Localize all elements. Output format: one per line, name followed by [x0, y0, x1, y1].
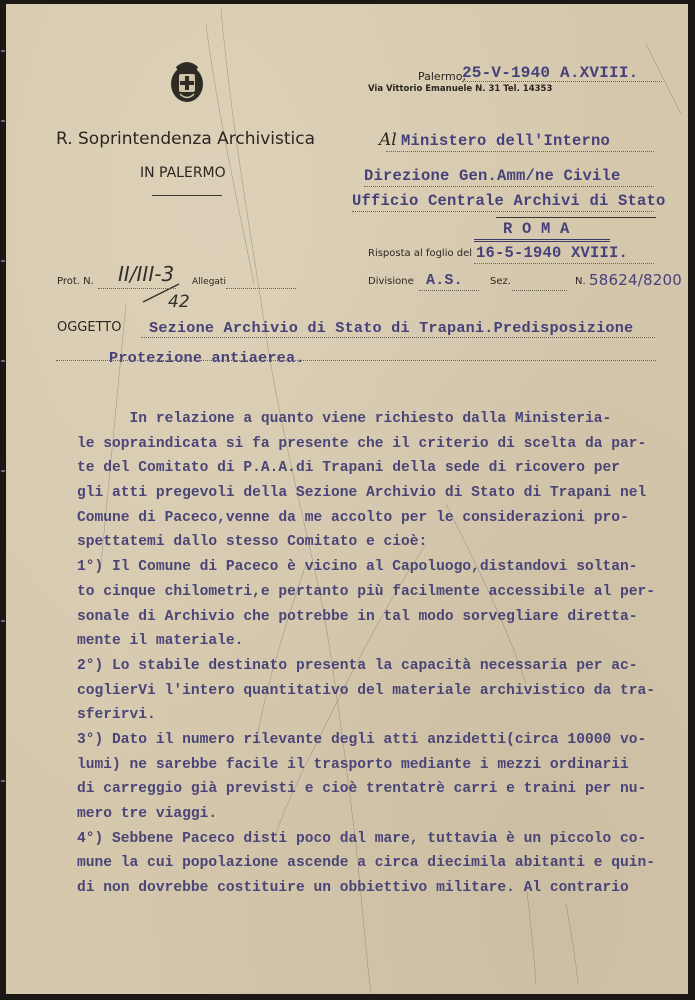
body-line: In relazione a quanto viene richiesto dalla Ministeria-	[77, 411, 612, 427]
body-line: di carreggio già previsti e cioè trentatrè carri e traini per nu-	[77, 781, 647, 798]
number-label: N.	[575, 276, 586, 287]
body-line: sferirvi.	[77, 707, 156, 724]
recipient-office: Ufficio Centrale Archivi di Stato	[352, 192, 666, 210]
protocol-slash-mark	[141, 282, 181, 304]
subject-label: OGGETTO	[57, 320, 122, 335]
division-value: A.S.	[426, 272, 463, 289]
recipient-line-3	[352, 211, 654, 212]
reply-line	[474, 263, 654, 264]
body-line: to cinque chilometri,e pertanto più facilmente accessibile al per-	[77, 583, 656, 600]
reply-label: Risposta al foglio del	[368, 248, 473, 259]
body-line: mente il materiale.	[77, 633, 244, 650]
city-underline	[474, 239, 610, 242]
office-address: Via Vittorio Emanuele N. 31 Tel. 14353	[368, 84, 553, 94]
recipient-city: R O M A	[503, 220, 570, 238]
letterhead-divider	[152, 195, 222, 196]
subject-line-2: Protezione antiaerea.	[109, 349, 305, 367]
body-line: di non dovrebbe costituire un obbiettivo militare. Al contrario	[77, 880, 629, 897]
division-line	[419, 290, 479, 291]
body-line: le sopraindicata si fa presente che il criterio di scelta da par-	[77, 435, 647, 452]
recipient-directorate: Direzione Gen.Amm/ne Civile	[364, 167, 621, 185]
savoy-crest-icon	[168, 57, 206, 107]
body-line: 2°) Lo stabile destinato presenta la capacità necessaria per ac-	[77, 657, 638, 674]
letter-body	[77, 407, 687, 901]
division-label: Divisione	[368, 276, 414, 287]
attachments-label: Allegati	[192, 277, 226, 287]
date-line	[462, 81, 662, 82]
protocol-handwritten: II/III-3	[118, 262, 175, 286]
body-line: sonale di Archivio che potrebbe in tal modo sorvegliare diretta-	[77, 608, 638, 625]
protocol-line	[98, 288, 176, 289]
body-line: spettatemi dallo stesso Comitato e cioè:	[77, 534, 428, 551]
body-line: mero tre viaggi.	[77, 806, 218, 822]
body-line: 1°) Il Comune di Paceco è vicino al Capoluogo,distandovi soltan-	[77, 559, 638, 576]
body-line: Comune di Paceco,venne da me accolto per le considerazioni pro-	[77, 509, 629, 526]
office-city: IN PALERMO	[140, 165, 226, 181]
section-label: Sez.	[490, 276, 511, 287]
body-line: 3°) Dato il numero rilevante degli atti anzidetti(circa 10000 vo-	[77, 731, 647, 748]
number-value: 58624/8200	[589, 271, 682, 289]
city-top-rule	[496, 217, 656, 218]
body-line: lumi) ne sarebbe facile il trasporto mediante i mezzi ordinarii	[77, 756, 629, 773]
body-line: coglierVi l'intero quantitativo del materiale archivistico da tra-	[77, 682, 656, 699]
document-page	[6, 4, 688, 994]
binding-edge-marks	[0, 0, 6, 1000]
office-name: R. Soprintendenza Archivistica	[56, 129, 316, 149]
recipient-line-2	[364, 186, 654, 187]
body-line: 4°) Sebbene Paceco disti poco dal mare, tuttavia è un piccolo co-	[77, 830, 647, 847]
place-label: Palermo,	[418, 70, 466, 83]
recipient-prefix: Al	[379, 130, 397, 150]
reply-date: 16-5-1940 XVIII.	[476, 244, 629, 262]
subject-dotline-2	[56, 360, 656, 361]
recipient-line-1	[386, 151, 654, 152]
protocol-sub-handwritten: 42	[168, 292, 190, 312]
body-line: te del Comitato di P.A.A.di Trapani della sede di ricovero per	[77, 460, 620, 477]
body-line: mune la cui popolazione ascende a circa diecimila abitanti e quin-	[77, 855, 656, 872]
subject-dotline-1	[141, 337, 655, 338]
attachments-line	[226, 288, 296, 289]
letter-date: 25-V-1940 A.XVIII.	[462, 64, 639, 82]
recipient-ministry: Ministero dell'Interno	[401, 132, 611, 150]
body-line: gli atti pregevoli della Sezione Archivio di Stato di Trapani nel	[77, 485, 647, 502]
protocol-label: Prot. N.	[57, 276, 94, 287]
section-line	[512, 290, 567, 291]
subject-line-1: Sezione Archivio di Stato di Trapani.Predisposizione	[149, 319, 634, 337]
